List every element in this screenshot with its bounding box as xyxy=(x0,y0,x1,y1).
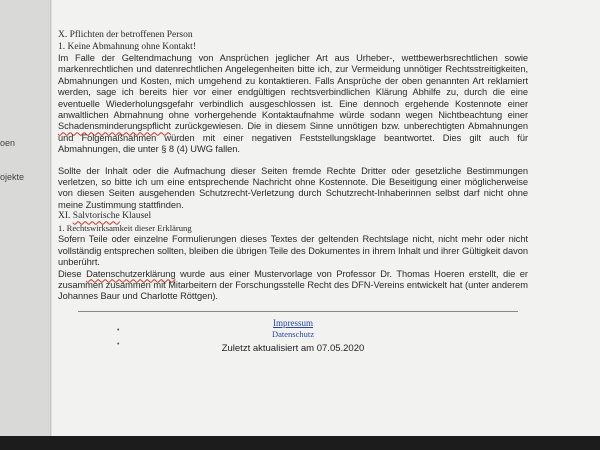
spellcheck-word: Salvtorische xyxy=(72,211,120,222)
spellcheck-word: Datenschutzerklärung xyxy=(86,268,176,279)
section-x-para1-a: Im Falle der Geltendmachung von Ansprüchen jeglicher Art aus Urheber-, wettbewerbsrechtlichen sowie markenrechtlichen und datenrechtlichen Angelegenheiten bitte ich, zur Vermeidung unnötiger Rechtsstreitigkeiten, Abmahnungen und Kosten, mich umgehend zu kontaktieren. Falls Ansprüche der oben genannten Art reklamiert werden, sage ich bereits hier vor einer endgültigen rechtsverbindlichen Klärung Abhilfe zu, durch die eine eventuelle Wiederholungsgefahr verbindlich ausgeschlossen ist. Eine dennoch ergehende Kostennote einer anwaltlichen Abmahnung ohne vorhergehende Kontaktaufnahme würde sodann wegen Nichtbeachtung einer xyxy=(58,53,528,121)
document-content xyxy=(58,30,528,355)
bullet-dot-icon: • xyxy=(117,327,120,334)
section-xi-para1: Sofern Teile oder einzelne Formulierungen dieses Textes der geltenden Rechtslage nicht, nicht mehr oder nicht vollständig entsprechen sollten, bleiben die übrigen Teile des Dokumentes in ihrem Inhalt und ihrer Gültigkeit davon unberührt. xyxy=(58,234,528,268)
footer-divider xyxy=(78,311,518,312)
section-x-para1 xyxy=(58,53,528,156)
footer xyxy=(58,318,528,355)
section-xi-para2: Diese Datenschutzerklärung wurde aus einer Mustervorlage von Professor Dr. Thomas Hoeren erstellt, die er zusammen zusammen mit Mitarbeitern der Forschungsstelle Recht des DFN-Vereins entwickelt hat (unter anderem Johannes Baur und Charlotte Röttgen). xyxy=(58,268,528,302)
section-x-para2: Sollte der Inhalt oder die Aufmachung dieser Seiten fremde Rechte Dritter oder gesetzliche Bestimmungen verletzen, so bitte ich um eine entsprechende Nachricht ohne Kostennote. Die Beseitigung einer möglicherweise von diesen Seiten ausgehenden Schutzrecht-Verletzung durch Schutzrecht-Inhaberinnen selbst darf nicht ohne meine Zustimmung stattfinden. xyxy=(58,165,528,210)
section-x-sub1: 1. Keine Abmahnung ohne Kontakt! xyxy=(58,41,196,52)
bullet-dot-icon: • xyxy=(117,341,120,348)
spellcheck-word: Schadensminderungspflicht xyxy=(58,121,171,132)
section-x-heading: X. Pflichten der betroffenen Person xyxy=(58,30,193,40)
impressum-link[interactable]: Impressum xyxy=(273,317,313,328)
taskbar xyxy=(0,436,600,450)
left-pane-fragment: ojekte xyxy=(0,172,25,182)
left-pane-fragment: oen xyxy=(0,138,16,148)
last-updated-text: Zuletzt aktualisiert am 07.05.2020 xyxy=(221,342,365,354)
section-x-para1-b: zurückgewiesen. Die in diesem Sinne unnötigen bzw. unberechtigten Abmahnungen und Folgemaßnahmen würden mit einer negativen Feststellungsklage beantwortet. Dies gilt auch für Abmahnungen, die unter § 8 (4) UWG fallen. xyxy=(58,121,528,155)
section-xi-heading: XI. Salvtorische Klausel xyxy=(58,211,152,222)
datenschutz-link[interactable]: Datenschutz xyxy=(271,328,314,339)
section-xi-sub1: 1. Rechtswirksamkeit dieser Erklärung xyxy=(58,222,192,233)
left-pane xyxy=(0,0,51,436)
